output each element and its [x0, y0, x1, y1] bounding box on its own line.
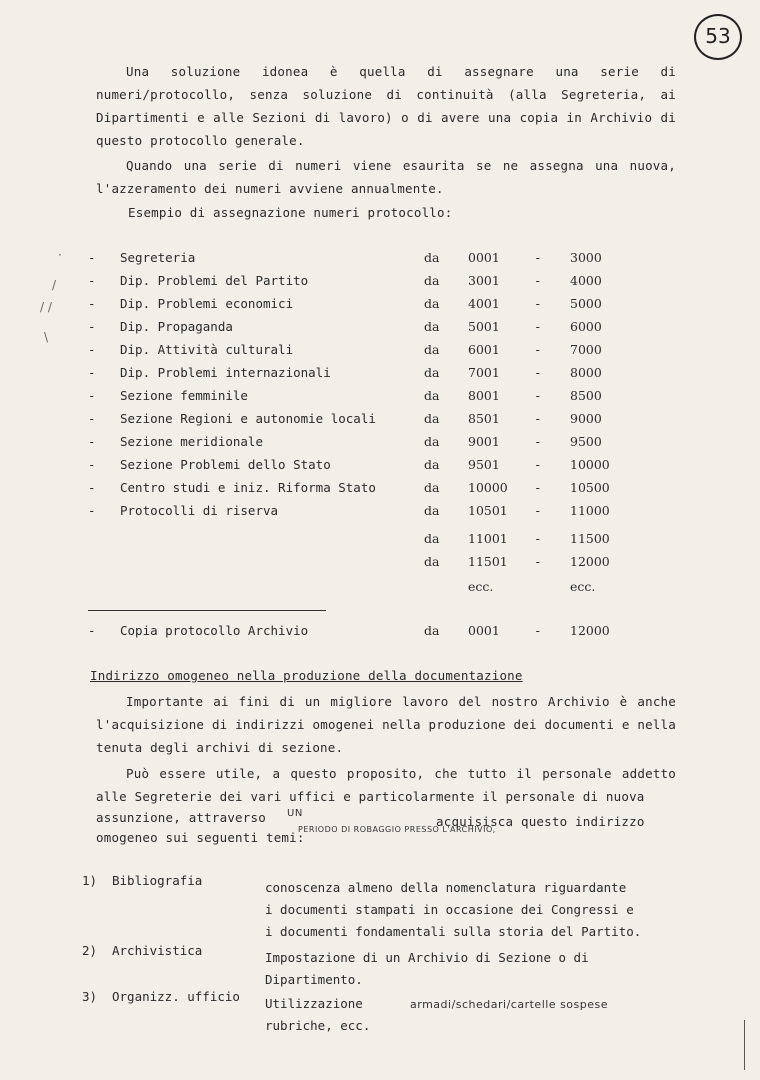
table-row: [88, 579, 628, 599]
cell-sep: -: [534, 457, 542, 472]
cell-dash: -: [88, 457, 96, 472]
cell-from: 0001: [468, 250, 500, 265]
cell-from: 3001: [468, 273, 500, 288]
cell-da: da: [424, 503, 440, 518]
cell-sep: -: [534, 554, 542, 569]
cell-sep: -: [534, 531, 542, 546]
cell-da: da: [424, 457, 440, 472]
cell-dash: -: [88, 342, 96, 357]
line-acquisisca: acquisisca questo indirizzo: [436, 814, 645, 829]
table-row: [88, 319, 628, 339]
table-row: [88, 434, 628, 454]
intro-paragraph: Una soluzione idonea è quella di assegnare una serie di numeri/protocollo, senza soluzione di continuità (alla Segreteria, ai Dipartimenti e alle Sezioni di lavoro) o di avere una copia in Archivio di questo protocollo generale.: [96, 64, 676, 148]
cell-dash: -: [88, 319, 96, 334]
table-row: [88, 457, 628, 477]
topic-number: 1): [82, 873, 98, 888]
cell-da: da: [424, 342, 440, 357]
cell-dash: -: [88, 296, 96, 311]
cell-dash: -: [88, 273, 96, 288]
divider-line: [88, 610, 326, 611]
cell-da: da: [424, 365, 440, 380]
cell-da: da: [424, 250, 440, 265]
cell-to: 8500: [570, 388, 602, 403]
cell-da: da: [424, 388, 440, 403]
cell-from: 10000: [468, 480, 508, 495]
cell-sep: -: [534, 480, 542, 495]
table-row: [88, 273, 628, 293]
cell-sep: -: [534, 411, 542, 426]
topic-description: conoscenza almeno della nomenclatura riguardante i documenti stampati in occasione dei Congressi e i documenti fondamentali sulla storia del Partito.: [265, 880, 642, 939]
cell-from: 6001: [468, 342, 500, 357]
cell-label: Sezione Problemi dello Stato: [120, 457, 331, 472]
cell-to: 12000: [570, 554, 610, 569]
table-row: [88, 480, 628, 500]
handwritten-un: UN: [287, 808, 303, 819]
section-heading: Indirizzo omogeneo nella produzione della documentazione: [90, 668, 523, 683]
cell-sep: -: [534, 342, 542, 357]
cell-from: 11001: [468, 531, 508, 546]
cell-to: 6000: [570, 319, 602, 334]
table-row: [88, 388, 628, 408]
cell-da: da: [424, 480, 440, 495]
cell-to: 10500: [570, 480, 610, 495]
cell-label: Sezione Regioni e autonomie locali: [120, 411, 376, 426]
cell-sep: -: [534, 503, 542, 518]
topic-description: Impostazione di un Archivio di Sezione o di Dipartimento.: [265, 950, 589, 987]
cell-dash: -: [88, 250, 96, 265]
cell-from: 7001: [468, 365, 500, 380]
cell-da: da: [424, 411, 440, 426]
table-row: [88, 411, 628, 431]
cell-dash: -: [88, 503, 96, 518]
margin-mark: /: [52, 278, 57, 292]
cell-label: Sezione femminile: [120, 388, 248, 403]
cell-da: da: [424, 531, 440, 546]
margin-mark: \: [44, 330, 49, 344]
cell-sep: -: [534, 365, 542, 380]
cell-to: 7000: [570, 342, 602, 357]
cell-sep: -: [534, 319, 542, 334]
cell-dash: -: [88, 434, 96, 449]
cell-from: 11501: [468, 554, 508, 569]
cell-from: 8001: [468, 388, 500, 403]
topic-name: Archivistica: [112, 943, 203, 958]
table-row: [88, 554, 628, 574]
section-paragraph-2: Può essere utile, a questo proposito, che tutto il personale addetto alle Segreterie dei vari uffici e particolarmente il personale di nuova: [96, 766, 676, 804]
cell-label: Sezione meridionale: [120, 434, 263, 449]
line-assunzione: assunzione, attraverso: [96, 810, 266, 825]
table-row: [88, 342, 628, 362]
cell-to: ecc.: [570, 579, 596, 594]
cell-to: 11000: [570, 503, 610, 518]
cell-sep: -: [534, 388, 542, 403]
topic-name: Bibliografia: [112, 873, 203, 888]
cell-from: 8501: [468, 411, 500, 426]
cell-to: 9000: [570, 411, 602, 426]
cell-da: da: [424, 296, 440, 311]
table-row: [88, 365, 628, 385]
cell-dash: -: [88, 388, 96, 403]
line-omogeneo: omogeneo sui seguenti temi:: [96, 830, 305, 845]
section-paragraph-1: Importante ai fini di un migliore lavoro del nostro Archivio è anche l'acquisizione di indirizzi omogenei nella produzione dei documenti e nella tenuta degli archivi di sezione.: [96, 694, 676, 755]
cell-label: Dip. Problemi internazionali: [120, 365, 331, 380]
table-row: [88, 250, 628, 270]
cell-from: 10501: [468, 503, 508, 518]
cell-da: da: [424, 273, 440, 288]
margin-mark: / /: [40, 300, 52, 314]
cell-to: 11500: [570, 531, 610, 546]
cell-label: Segreteria: [120, 250, 196, 265]
cell-da: da: [424, 319, 440, 334]
cell-to: 5000: [570, 296, 602, 311]
cell-from: ecc.: [468, 579, 494, 594]
cell-to: 10000: [570, 457, 610, 472]
table-row: [88, 531, 628, 551]
topic-name: Organizz. ufficio: [112, 989, 240, 1004]
cell-to: 3000: [570, 250, 602, 265]
cell-da: da: [424, 554, 440, 569]
cell-label: Dip. Propaganda: [120, 319, 233, 334]
cell-sep: -: [534, 434, 542, 449]
cell-sep: -: [534, 296, 542, 311]
cell-from: 5001: [468, 319, 500, 334]
cell-to: 9500: [570, 434, 602, 449]
cell-label: Protocolli di riserva: [120, 503, 279, 518]
topic-number: 2): [82, 943, 98, 958]
reset-paragraph: Quando una serie di numeri viene esaurita se ne assegna una nuova, l'azzeramento dei numeri avviene annualmente.: [96, 158, 676, 196]
edge-mark: [744, 1020, 745, 1070]
cell-dash: -: [88, 480, 96, 495]
cell-dash: -: [88, 411, 96, 426]
cell-label: Dip. Problemi economici: [120, 296, 294, 311]
page-number-stamp: 53: [694, 14, 742, 60]
cell-to: 8000: [570, 365, 602, 380]
table-row: [88, 503, 628, 523]
cell-to: 4000: [570, 273, 602, 288]
table-row: [88, 296, 628, 316]
topic-description: Utilizzazione rubriche, ecc.: [265, 996, 371, 1033]
cell-from: 9001: [468, 434, 500, 449]
handwritten-topic3-tail: armadi/schedari/cartelle sospese: [410, 998, 609, 1011]
cell-dash: -: [88, 365, 96, 380]
cell-label: Centro studi e iniz. Riforma Stato: [120, 480, 376, 495]
topic-number: 3): [82, 989, 98, 1004]
handwritten-insert: PERIODO DI ROBAGGIO PRESSO L'ARCHIVIO,: [298, 825, 496, 834]
cell-label: Dip. Problemi del Partito: [120, 273, 309, 288]
archive-row: - Copia protocollo Archivio da 0001 - 12000: [88, 623, 610, 638]
cell-from: 4001: [468, 296, 500, 311]
cell-sep: -: [534, 250, 542, 265]
cell-da: da: [424, 434, 440, 449]
cell-label: Dip. Attività culturali: [120, 342, 294, 357]
margin-mark: ·: [58, 248, 62, 262]
cell-from: 9501: [468, 457, 500, 472]
cell-sep: -: [534, 273, 542, 288]
example-heading: Esempio di assegnazione numeri protocollo:: [128, 205, 453, 220]
